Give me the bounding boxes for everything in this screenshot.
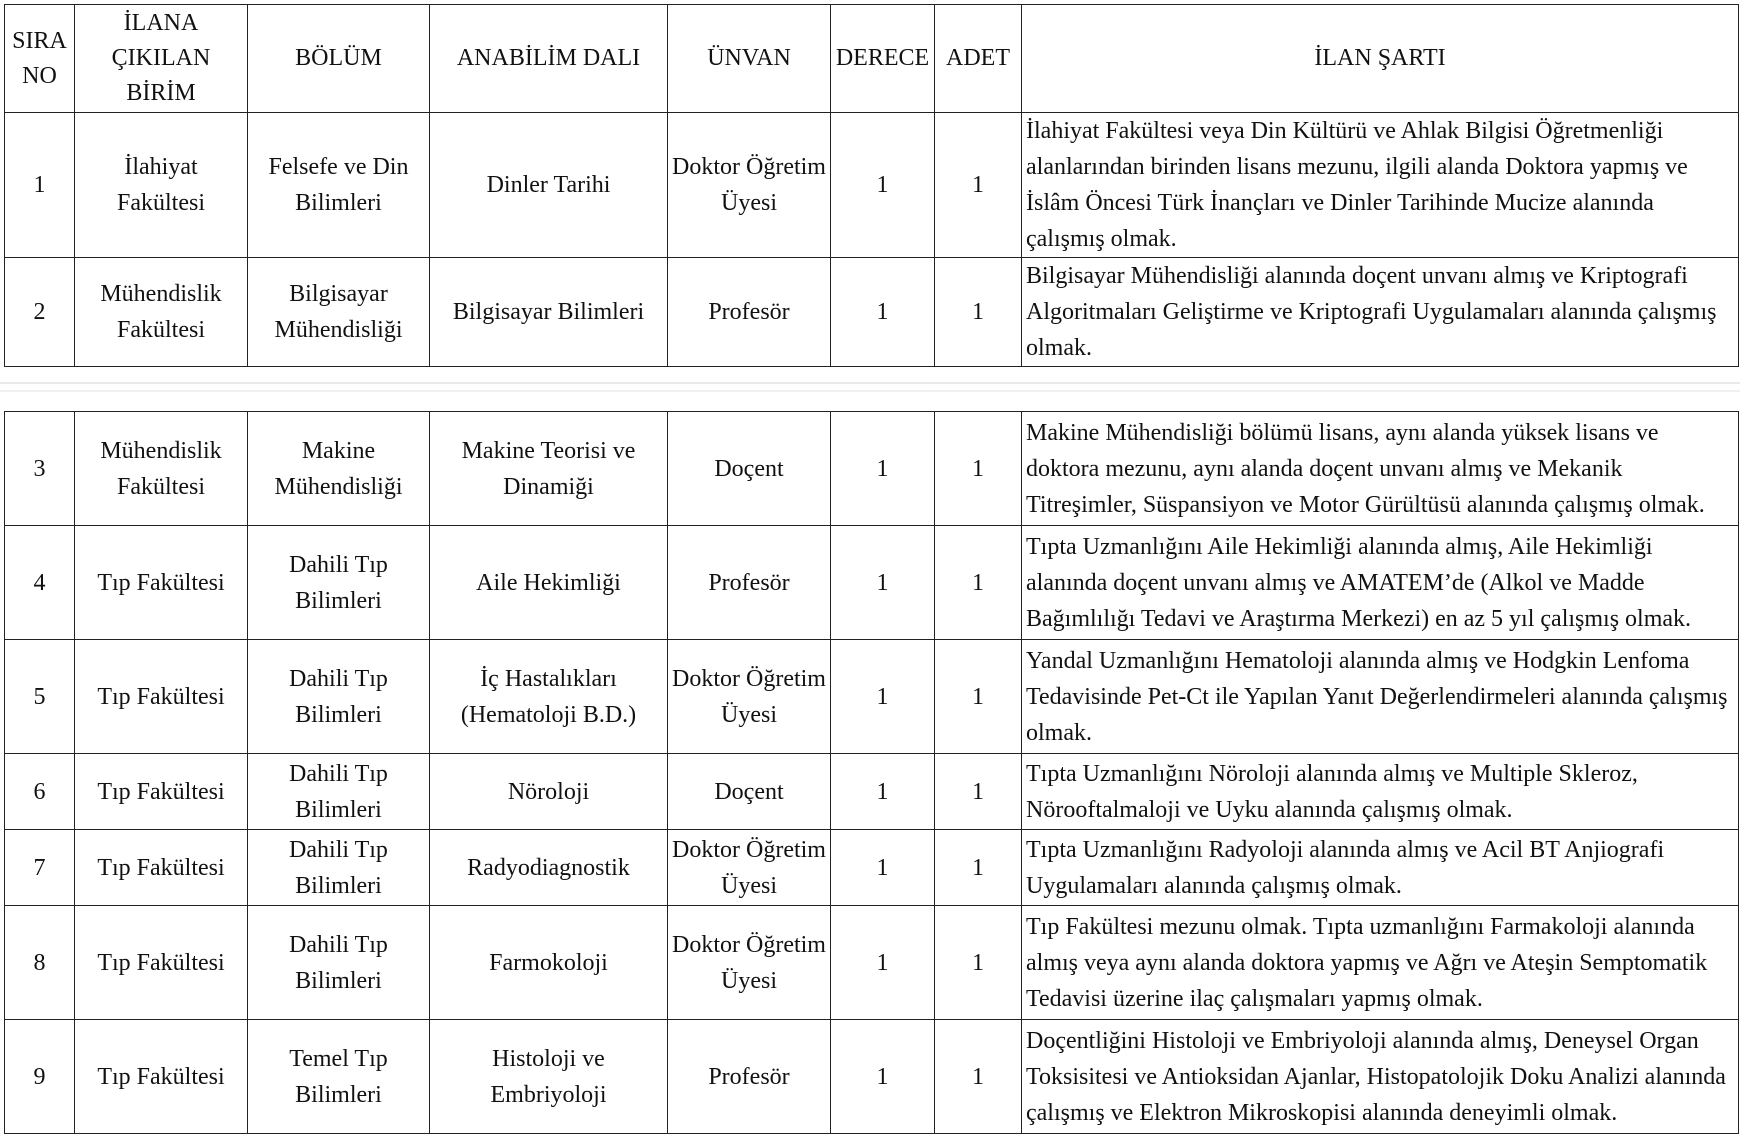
cell-birim: Tıp Fakültesi: [75, 640, 248, 754]
cell-derece: 1: [831, 113, 935, 258]
header-sira-no: SIRA NO: [5, 5, 75, 113]
cell-no: 4: [5, 526, 75, 640]
cell-no: 8: [5, 906, 75, 1020]
table-row: [5, 754, 1739, 830]
table-row: [5, 113, 1739, 258]
announcement-table-part-2: [4, 411, 1739, 1134]
cell-adet: 1: [935, 754, 1022, 830]
cell-bolum: Makine Mühendisliği: [248, 412, 430, 526]
cell-derece: 1: [831, 906, 935, 1020]
table-row: [5, 412, 1739, 526]
cell-ilan-sarti: Makine Mühendisliği bölümü lisans, aynı alanda yüksek lisans ve doktora mezunu, aynı alanda doçent unvanı almış ve Mekanik Titreşimler, Süspansiyon ve Motor Gürültüsü alanında çalışmış olmak.: [1022, 412, 1739, 526]
cell-adet: 1: [935, 906, 1022, 1020]
cell-bolum: Bilgisayar Mühendisliği: [248, 258, 430, 367]
table-row: [5, 526, 1739, 640]
cell-no: 2: [5, 258, 75, 367]
cell-derece: 1: [831, 640, 935, 754]
cell-ilan-sarti: Yandal Uzmanlığını Hematoloji alanında almış ve Hodgkin Lenfoma Tedavisinde Pet-Ct ile Yapılan Yanıt Değerlendirmeleri alanında çalışmış olmak.: [1022, 640, 1739, 754]
table-row: [5, 830, 1739, 906]
cell-derece: 1: [831, 830, 935, 906]
cell-birim: Tıp Fakültesi: [75, 754, 248, 830]
cell-bolum: Dahili Tıp Bilimleri: [248, 830, 430, 906]
cell-birim: Tıp Fakültesi: [75, 526, 248, 640]
cell-birim: Mühendislik Fakültesi: [75, 412, 248, 526]
cell-birim: Tıp Fakültesi: [75, 906, 248, 1020]
cell-ilan-sarti: Bilgisayar Mühendisliği alanında doçent unvanı almış ve Kriptografi Algoritmaları Geliştirme ve Kriptografi Uygulamaları alanında çalışmış olmak.: [1022, 258, 1739, 367]
table-row: [5, 1020, 1739, 1134]
cell-derece: 1: [831, 1020, 935, 1134]
cell-bolum: Dahili Tıp Bilimleri: [248, 906, 430, 1020]
cell-ilan-sarti: Doçentliğini Histoloji ve Embriyoloji alanında almış, Deneysel Organ Toksisitesi ve Antioksidan Ajanlar, Histopatolojik Doku Analizi alanında çalışmış ve Elektron Mikroskopisi alanında deneyimli olmak.: [1022, 1020, 1739, 1134]
cell-birim: Tıp Fakültesi: [75, 1020, 248, 1134]
table-row: [5, 906, 1739, 1020]
announcement-table-part-1: [4, 4, 1739, 367]
cell-no: 3: [5, 412, 75, 526]
header-birim: İLANA ÇIKILAN BİRİM: [75, 5, 248, 113]
cell-bolum: Dahili Tıp Bilimleri: [248, 640, 430, 754]
cell-adet: 1: [935, 113, 1022, 258]
cell-adet: 1: [935, 258, 1022, 367]
cell-derece: 1: [831, 526, 935, 640]
cell-unvan: Doçent: [668, 754, 831, 830]
cell-unvan: Profesör: [668, 258, 831, 367]
cell-unvan: Doçent: [668, 412, 831, 526]
table-row: [5, 258, 1739, 367]
page-break-separator: [0, 376, 1740, 406]
header-unvan: ÜNVAN: [668, 5, 831, 113]
cell-derece: 1: [831, 412, 935, 526]
cell-adet: 1: [935, 640, 1022, 754]
cell-unvan: Profesör: [668, 1020, 831, 1134]
header-ilan-sarti: İLAN ŞARTI: [1022, 5, 1739, 113]
cell-bolum: Dahili Tıp Bilimleri: [248, 526, 430, 640]
cell-unvan: Profesör: [668, 526, 831, 640]
cell-adet: 1: [935, 526, 1022, 640]
header-anabilim-dali: ANABİLİM DALI: [430, 5, 668, 113]
header-adet: ADET: [935, 5, 1022, 113]
cell-ilan-sarti: Tıpta Uzmanlığını Aile Hekimliği alanında almış, Aile Hekimliği alanında doçent unvanı almış ve AMATEM’de (Alkol ve Madde Bağımlılığı Tedavi ve Araştırma Merkezi) en az 5 yıl çalışmış olmak.: [1022, 526, 1739, 640]
cell-ilan-sarti: İlahiyat Fakültesi veya Din Kültürü ve Ahlak Bilgisi Öğretmenliği alanlarından birinden lisans mezunu, ilgili alanda Doktora yapmış ve İslâm Öncesi Türk İnançları ve Dinler Tarihinde Mucize alanında çalışmış olmak.: [1022, 113, 1739, 258]
cell-bolum: Dahili Tıp Bilimleri: [248, 754, 430, 830]
cell-anabilim-dali: Radyodiagnostik: [430, 830, 668, 906]
cell-no: 9: [5, 1020, 75, 1134]
cell-anabilim-dali: Aile Hekimliği: [430, 526, 668, 640]
header-derece: DERECE: [831, 5, 935, 113]
cell-anabilim-dali: Histoloji ve Embriyoloji: [430, 1020, 668, 1134]
cell-adet: 1: [935, 412, 1022, 526]
cell-ilan-sarti: Tıpta Uzmanlığını Radyoloji alanında almış ve Acil BT Anjiografi Uygulamaları alanında çalışmış olmak.: [1022, 830, 1739, 906]
cell-adet: 1: [935, 830, 1022, 906]
cell-anabilim-dali: Nöroloji: [430, 754, 668, 830]
cell-anabilim-dali: İç Hastalıkları (Hematoloji B.D.): [430, 640, 668, 754]
header-row: [5, 5, 1739, 113]
cell-ilan-sarti: Tıp Fakültesi mezunu olmak. Tıpta uzmanlığını Farmakoloji alanında almış veya aynı alanda doktora yapmış ve Ağrı ve Ateşin Semptomatik Tedavisi üzerine ilaç çalışmaları yapmış olmak.: [1022, 906, 1739, 1020]
cell-no: 7: [5, 830, 75, 906]
cell-anabilim-dali: Bilgisayar Bilimleri: [430, 258, 668, 367]
cell-no: 1: [5, 113, 75, 258]
cell-adet: 1: [935, 1020, 1022, 1134]
header-bolum: BÖLÜM: [248, 5, 430, 113]
cell-birim: Tıp Fakültesi: [75, 830, 248, 906]
cell-ilan-sarti: Tıpta Uzmanlığını Nöroloji alanında almış ve Multiple Skleroz, Nörooftalmaloji ve Uyku alanında çalışmış olmak.: [1022, 754, 1739, 830]
cell-unvan: Doktor Öğretim Üyesi: [668, 113, 831, 258]
cell-anabilim-dali: Makine Teorisi ve Dinamiği: [430, 412, 668, 526]
cell-birim: İlahiyat Fakültesi: [75, 113, 248, 258]
cell-bolum: Felsefe ve Din Bilimleri: [248, 113, 430, 258]
cell-no: 6: [5, 754, 75, 830]
cell-unvan: Doktor Öğretim Üyesi: [668, 640, 831, 754]
table-row: [5, 640, 1739, 754]
cell-derece: 1: [831, 754, 935, 830]
cell-birim: Mühendislik Fakültesi: [75, 258, 248, 367]
cell-anabilim-dali: Farmokoloji: [430, 906, 668, 1020]
cell-unvan: Doktor Öğretim Üyesi: [668, 906, 831, 1020]
cell-derece: 1: [831, 258, 935, 367]
cell-bolum: Temel Tıp Bilimleri: [248, 1020, 430, 1134]
cell-unvan: Doktor Öğretim Üyesi: [668, 830, 831, 906]
cell-anabilim-dali: Dinler Tarihi: [430, 113, 668, 258]
cell-no: 5: [5, 640, 75, 754]
